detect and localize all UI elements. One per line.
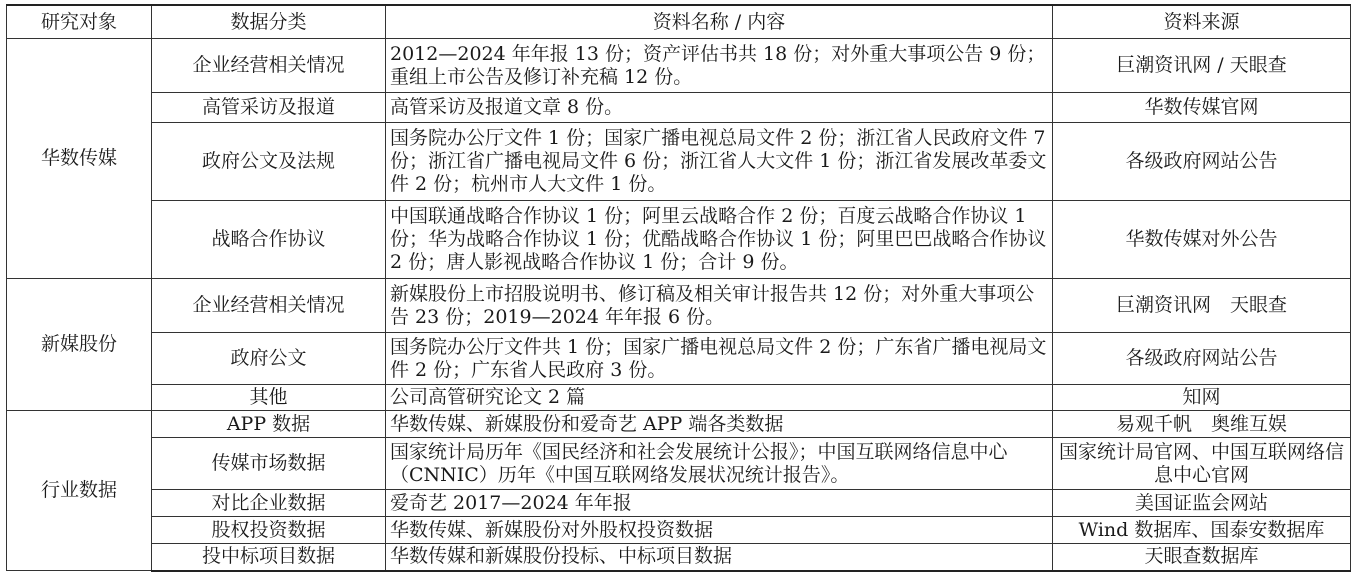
subject-cell: 行业数据 (7, 411, 152, 571)
source-cell: 巨潮资讯网 / 天眼查 (1053, 39, 1351, 93)
header-source: 资料来源 (1053, 5, 1351, 39)
category-cell: 对比企业数据 (152, 490, 386, 517)
content-cell: 中国联通战略合作协议 1 份；阿里云战略合作 2 份；百度云战略合作协议 1 份；华为战略合作协议 1 份；优酷战略合作协议 1 份；阿里巴巴战略合作协议 2 份；唐人影视战略合作协议 1 份；合计 9 份。 (386, 201, 1053, 279)
table-row (7, 438, 1351, 490)
content-cell: 2012—2024 年年报 13 份；资产评估书共 18 份；对外重大事项公告 9 份；重组上市公告及修订补充稿 12 份。 (386, 39, 1053, 93)
category-cell: 战略合作协议 (152, 201, 386, 279)
header-subject: 研究对象 (7, 5, 152, 39)
source-cell: Wind 数据库、国泰安数据库 (1053, 517, 1351, 544)
table-row (7, 490, 1351, 517)
content-cell: 国务院办公厅文件 1 份；国家广播电视总局文件 2 份；浙江省人民政府文件 7 份；浙江省广播电视局文件 6 份；浙江省人大文件 1 份；浙江省发展改革委文件 2 份；杭州市人大文件 1 份。 (386, 123, 1053, 201)
table-row (7, 333, 1351, 385)
category-cell: 政府公文 (152, 333, 386, 385)
table-header-row (7, 5, 1351, 39)
subject-cell: 华数传媒 (7, 39, 152, 279)
table-row (7, 123, 1351, 201)
source-cell: 华数传媒对外公告 (1053, 201, 1351, 279)
content-cell: 华数传媒、新媒股份和爱奇艺 APP 端各类数据 (386, 411, 1053, 438)
source-cell: 知网 (1053, 385, 1351, 411)
content-cell: 爱奇艺 2017—2024 年年报 (386, 490, 1053, 517)
category-cell: 企业经营相关情况 (152, 39, 386, 93)
table-row (7, 411, 1351, 438)
subject-cell: 新媒股份 (7, 279, 152, 411)
table-row (7, 517, 1351, 544)
table-row (7, 385, 1351, 411)
category-cell: 高管采访及报道 (152, 93, 386, 123)
category-cell: 其他 (152, 385, 386, 411)
category-cell: 投中标项目数据 (152, 544, 386, 571)
header-content: 资料名称 / 内容 (386, 5, 1053, 39)
source-cell: 各级政府网站公告 (1053, 123, 1351, 201)
content-cell: 国务院办公厅文件共 1 份；国家广播电视总局文件 2 份；广东省广播电视局文件 2 份；广东省人民政府 3 份。 (386, 333, 1053, 385)
content-cell: 华数传媒和新媒股份投标、中标项目数据 (386, 544, 1053, 571)
header-category: 数据分类 (152, 5, 386, 39)
content-cell: 公司高管研究论文 2 篇 (386, 385, 1053, 411)
table-row (7, 93, 1351, 123)
source-cell: 易观千帆 奥维互娱 (1053, 411, 1351, 438)
category-cell: 传媒市场数据 (152, 438, 386, 490)
content-cell: 新媒股份上市招股说明书、修订稿及相关审计报告共 12 份；对外重大事项公告 23 份；2019—2024 年年报 6 份。 (386, 279, 1053, 333)
content-cell: 国家统计局历年《国民经济和社会发展统计公报》；中国互联网络信息中心（CNNIC）历年《中国互联网络发展状况统计报告》。 (386, 438, 1053, 490)
category-cell: 政府公文及法规 (152, 123, 386, 201)
source-cell: 国家统计局官网、中国互联网络信息中心官网 (1053, 438, 1351, 490)
source-cell: 天眼查数据库 (1053, 544, 1351, 571)
category-cell: 企业经营相关情况 (152, 279, 386, 333)
table-row (7, 544, 1351, 571)
content-cell: 高管采访及报道文章 8 份。 (386, 93, 1053, 123)
category-cell: 股权投资数据 (152, 517, 386, 544)
table-row (7, 279, 1351, 333)
data-source-table (6, 4, 1351, 572)
content-cell: 华数传媒、新媒股份对外股权投资数据 (386, 517, 1053, 544)
table-row (7, 201, 1351, 279)
source-cell: 华数传媒官网 (1053, 93, 1351, 123)
category-cell: APP 数据 (152, 411, 386, 438)
table-row (7, 39, 1351, 93)
source-cell: 巨潮资讯网 天眼查 (1053, 279, 1351, 333)
source-cell: 各级政府网站公告 (1053, 333, 1351, 385)
source-cell: 美国证监会网站 (1053, 490, 1351, 517)
